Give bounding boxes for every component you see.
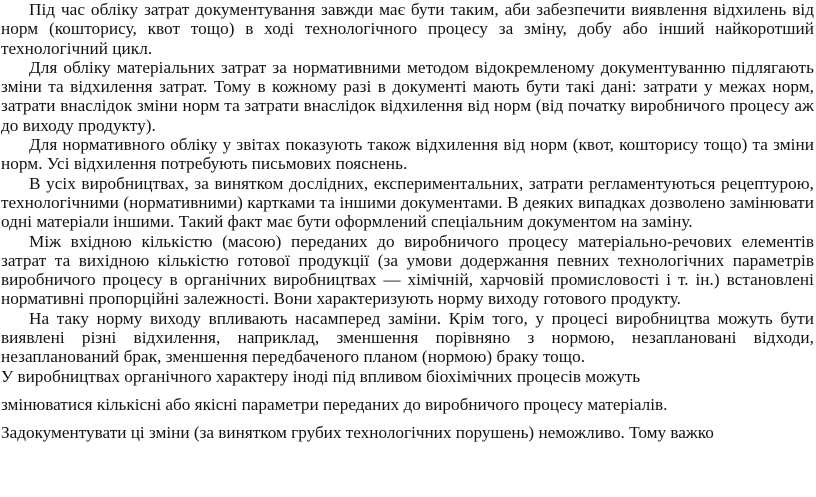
paragraph-1: Під час обліку затрат документування завжди має бути таким, аби забезпечити виявлення відхилень від норм (кошторису, квот тощо) в ході технологічного процесу за зміну, добу або інший найкоротший технологічний цикл. [1,0,814,58]
trailing-line-3: Задокументувати ці зміни (за винятком грубих технологічних порушень) неможливо. Тому важко [1,423,714,443]
trailing-line-1: У виробництвах органічного характеру іноді під впливом біохімічних процесів можуть [1,366,641,386]
paragraph-5: Між вхідною кількістю (масою) переданих до виробничого процесу матеріально-речових елементів затрат та вихідною кількістю готової продукції (за умови додержання певних технологічних параметрів виробничого процесу в органічних виробництвах — хімічній, харчовій промисловості і т. ін.) встановлені нормативні пропорційні залежності. Вони характеризують норму виходу готового продукту. [1,231,814,309]
paragraph-4: В усіх виробництвах, за винятком дослідних, експериментальних, затрати регламентуються рецептурою, технологічними (нормативними) картками та іншими документами. В деяких випадках дозволено замінювати одні матеріали іншими. Такий факт має бути оформлений спеціальним документом на заміну. [1,173,814,232]
paragraph-3: Для нормативного обліку у звітах показують також відхилення від норм (квот, кошторису тощо) та зміни норм. Усі відхилення потребують письмових пояснень. [1,135,814,174]
trailing-line-2: змінюватися кількісні або якісні параметри переданих до виробничого процесу матеріалів. [1,394,668,414]
paragraph-2: Для обліку матеріальних затрат за нормативними методом відокремленому документуванню підлягають зміни та відхилення затрат. Тому в кожному разі в документі мають бути такі дані: затрати у межах норм, затрати внаслідок зміни норм та затрати внаслідок відхилення від норм (від початку виробничого процесу аж до виходу продукту). [1,57,814,135]
paragraph-6: На таку норму виходу впливають насамперед заміни. Крім того, у процесі виробництва можуть бути виявлені різні відхилення, наприклад, зменшення порівняно з нормою, незаплановані відходи, незапланований брак, зменшення передбаченого планом (нормою) браку тощо. [1,308,814,367]
